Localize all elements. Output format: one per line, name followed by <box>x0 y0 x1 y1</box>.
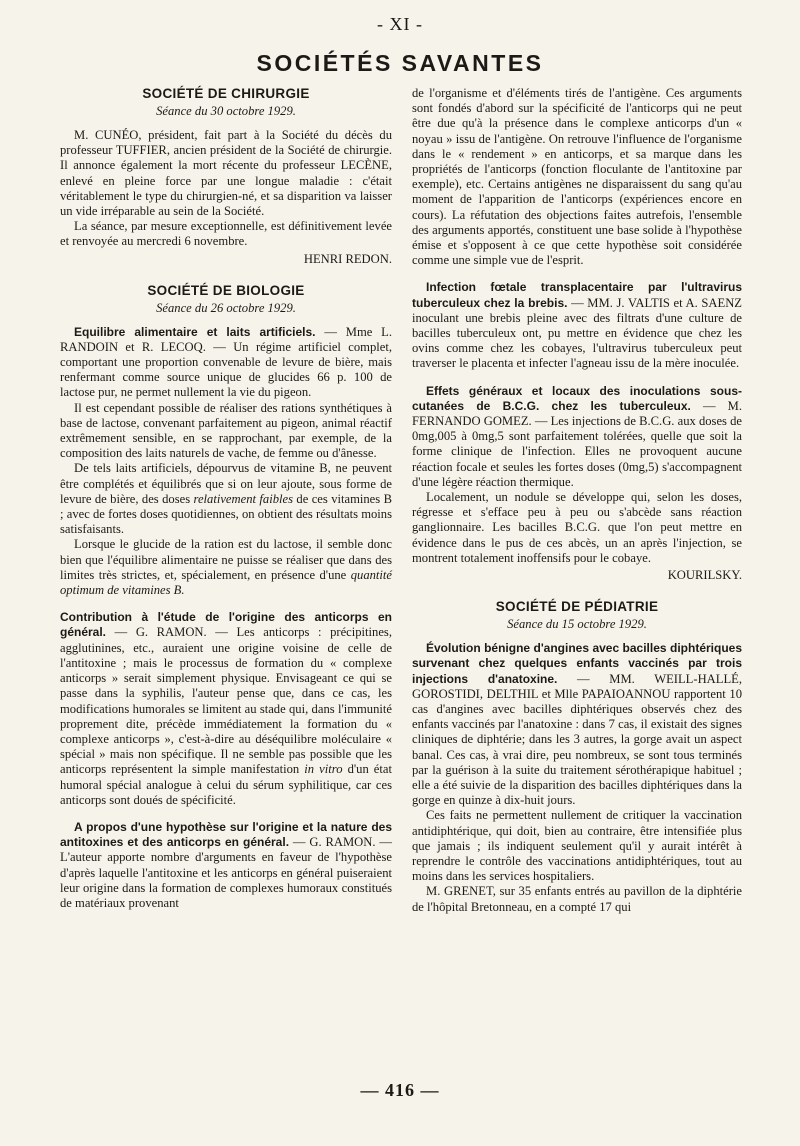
article-angines-diphteriques <box>412 641 742 808</box>
article-text: — Mme L. RANDOIN et R. LECOQ. — Un régime artificiel complet, comportant une proportion convenable de levure de bière, mais renfermant comme source unique de glucides 66 p. 100 de lactose pur, ne permet nullement la vie du pigeon. <box>60 324 392 400</box>
section-title-biologie: SOCIÉTÉ DE BIOLOGIE <box>147 282 305 298</box>
page-title: SOCIÉTÉS SAVANTES <box>256 50 544 76</box>
article-paragraph: Ces faits ne permettent nullement de critiquer la vaccination antidiphtérique, qui doit, bien au contraire, être intensifiée plus que jamais ; ils indiquent seulement qu'il y aurait intérêt à reprendre le contrôle des vaccinations antidiphtériques, tout au moins dans les services hospitaliers. <box>412 808 742 884</box>
signature-kourilsky: KOURILSKY. <box>667 568 742 583</box>
article-title: Equilibre alimentaire et laits artificiels. <box>74 324 316 339</box>
article-paragraph: Il est cependant possible de réaliser des rations synthétiques à base de lactose, convenant parfaitement au pigeon, animal réactif extrêmement sensible, en se rapprochant, par exemple, de la composition des laits naturels de vache, de femme ou d'ânesse. <box>60 400 392 461</box>
emphasis-text: quantité optimum de vitamines B. <box>60 567 392 598</box>
article-text: — MM. J. VALTIS et A. SAENZ inoculant une brebis pleine avec des filtrats d'une culture de bacilles tuberculeux ont, pu mettre en évidence que chez les ovins comme chez les cobayes, l'ultravirus tuberculeux peut traverser le placenta et infecter l'agneau issu de la mère inoculée. <box>412 295 742 371</box>
article-continuation: de l'organisme et d'éléments tirés de l'antigène. Ces arguments sont fondés d'abord sur la spécificité de l'anticorps qui ne peut être due qu'à la présence dans le complexe anticorps d'un « noyau » issu de l'antigène. On retrouve l'influence de l'organisme dans le « rendement » en anticorps, et sa marque dans les propriétés de l'anticorps (fonction floculante de l'antitoxine par exemple), etc. Certains antigènes ne disparaissent du sang qu'au moment de l'apparition de l'anticorps (expériences encore en cours). La réfutation des objections faites autrefois, l'ensemble des arguments apportés, constituent une base solide à l'hypothèse émise et s'opposent à ce que cette hypothèse soit considérée comme une simple vue de l'esprit. <box>412 86 742 268</box>
chirurgie-paragraph-2: La séance, par mesure exceptionnelle, est définitivement levée et renvoyée au mercredi 6 novembre. <box>60 219 392 249</box>
article-title: Contribution à l'étude de l'origine des anticorps en général. <box>60 610 392 640</box>
text-run: — G. RAMON. — Les anticorps : précipitines, agglutinines, etc., auraient une origine voisine de celle de l'antitoxine ; mais le processus de formation du « complexe anticorps » serait simplement physique. Envisageant ce qui se passe dans la syphilis, l'auteur pense que, dans ce cas, les modifications humorales se limitent au stade qui, dans l'immunité proprement dite, précède immédiatement la formation du « complexe anticorps », c'est-à-dire au déséquilibre moléculaire « spécial » mais non spécifique. Il ne semble pas possible que les anticorps représentent la simple manifestation <box>60 625 392 777</box>
article-paragraph: Localement, un nodule se développe qui, selon les doses, régresse et s'efface peu à peu ou s'abcède sans réaction ganglionnaire. Les bacilles B.C.G. que l'on peut mettre en évidence dans le pus de ces abcès, un an après l'injection, se montrent totalement inoffensifs pour le cobaye. <box>412 490 742 565</box>
article-equilibre-alimentaire <box>60 325 392 401</box>
section-title-chirurgie: SOCIÉTÉ DE CHIRURGIE <box>142 86 310 101</box>
section-date-pediatrie: Séance du 15 octobre 1929. <box>507 617 647 632</box>
left-column <box>60 86 392 911</box>
article-paragraph <box>60 537 392 598</box>
article-effets-bcg <box>412 384 742 490</box>
text-run: d'un état humoral spécial analogue à celui du sérum syphilitique, car ces anticorps sont doués de spécificité. <box>60 762 392 807</box>
text-run: Lorsque le glucide de la ration est du lactose, il semble donc bien que l'équilibre alimentaire ne puisse se réaliser que dans des limites très strictes, et, spécialement, en présence d'une <box>60 537 392 582</box>
section-title-pediatrie: SOCIÉTÉ DE PÉDIATRIE <box>495 599 659 615</box>
emphasis-text: relativement faibles <box>193 491 293 506</box>
article-title: A propos d'une hypothèse sur l'origine et la nature des antitoxines et des anticorps en général. <box>60 819 392 850</box>
page-number: — 416 — <box>360 1080 440 1100</box>
article-title: Évolution bénigne d'angines avec bacilles diphtériques survenant chez quelques enfants vaccinés par trois injections d'anatoxine. <box>412 641 742 686</box>
article-origine-anticorps <box>60 610 392 808</box>
article-infection-foetale <box>412 280 742 371</box>
text-run: De tels laits artificiels, dépourvus de vitamine B, ne peuvent être complétés et équilibrés que si on leur ajoute, sous forme de levure de bière, des doses <box>60 461 392 506</box>
article-text: — MM. WEILL-HALLÉ, GOROSTIDI, DELTHIL et Mlle PAPAIOANNOU rapportent 10 cas d'angines avec bacilles diphtériques observés chez des enfants vaccinés par l'anatoxine : dans 7 cas, il existait des signes cliniques de diphtérie; dans les 3 autres, la gorge avait un aspect banal. Ces cas, à vrai dire, peu nombreux, se sont tous terminés par la guérison à la suite du traitement sérothérapique habituel ; elle a été suivie de la disparition des bacilles diphtériques dans la gorge en quinze à dix-huit jours. <box>412 671 742 808</box>
signature-redon: HENRI REDON. <box>303 251 392 266</box>
right-column <box>412 86 742 915</box>
section-date-biologie: Séance du 26 octobre 1929. <box>156 300 296 315</box>
article-title: Infection fœtale transplacentaire par l'ultravirus tuberculeux chez la brebis. <box>412 280 742 310</box>
chirurgie-paragraph-1: M. CUNÉO, président, fait part à la Société du décès du professeur TUFFIER, ancien président de la Société de chirurgie. Il annonce également la mort récente du professeur LECÈNE, enlevé en pleine force par une longue maladie : c'était véritablement le type du chirurgien-né, et sa disparition va laisser un vide irréparable au sein de la Société. <box>60 128 392 219</box>
article-paragraph: M. GRENET, sur 35 enfants entrés au pavillon de la diphtérie de l'hôpital Bretonneau, en a compté 17 qui <box>412 884 742 914</box>
roman-page-number: - XI - <box>377 14 423 34</box>
article-paragraph <box>60 461 392 537</box>
text-run: de ces vitamines B ; avec de fortes doses quotidiennes, on obtient des résultats moins satisfaisants. <box>60 491 392 537</box>
emphasis-text: in vitro <box>304 762 343 777</box>
article-hypothese-antitoxines <box>60 820 392 911</box>
section-date-chirurgie: Séance du 30 octobre 1929. <box>156 104 296 118</box>
article-text: — M. FERNANDO GOMEZ. — Les injections de B.C.G. aux doses de 0mg,005 à 0mg,5 sont parfaitement tolérées, quelle que soit la forme clinique de l'infection. Elles ne provoquent aucune réaction focale et seules les fortes doses (0mg,5) s'accompagnent d'une légère réaction thermique. <box>412 398 742 489</box>
article-title: Effets généraux et locaux des inoculations sous-cutanées de B.C.G. chez les tuberculeux. <box>412 383 742 413</box>
article-text: — G. RAMON. — L'auteur apporte nombre d'arguments en faveur de l'hypothèse d'après laquelle l'antitoxine et les anticorps en général puiseraient leur origine dans la formation de complexes humoraux constitués de matériaux provenant <box>60 835 392 910</box>
